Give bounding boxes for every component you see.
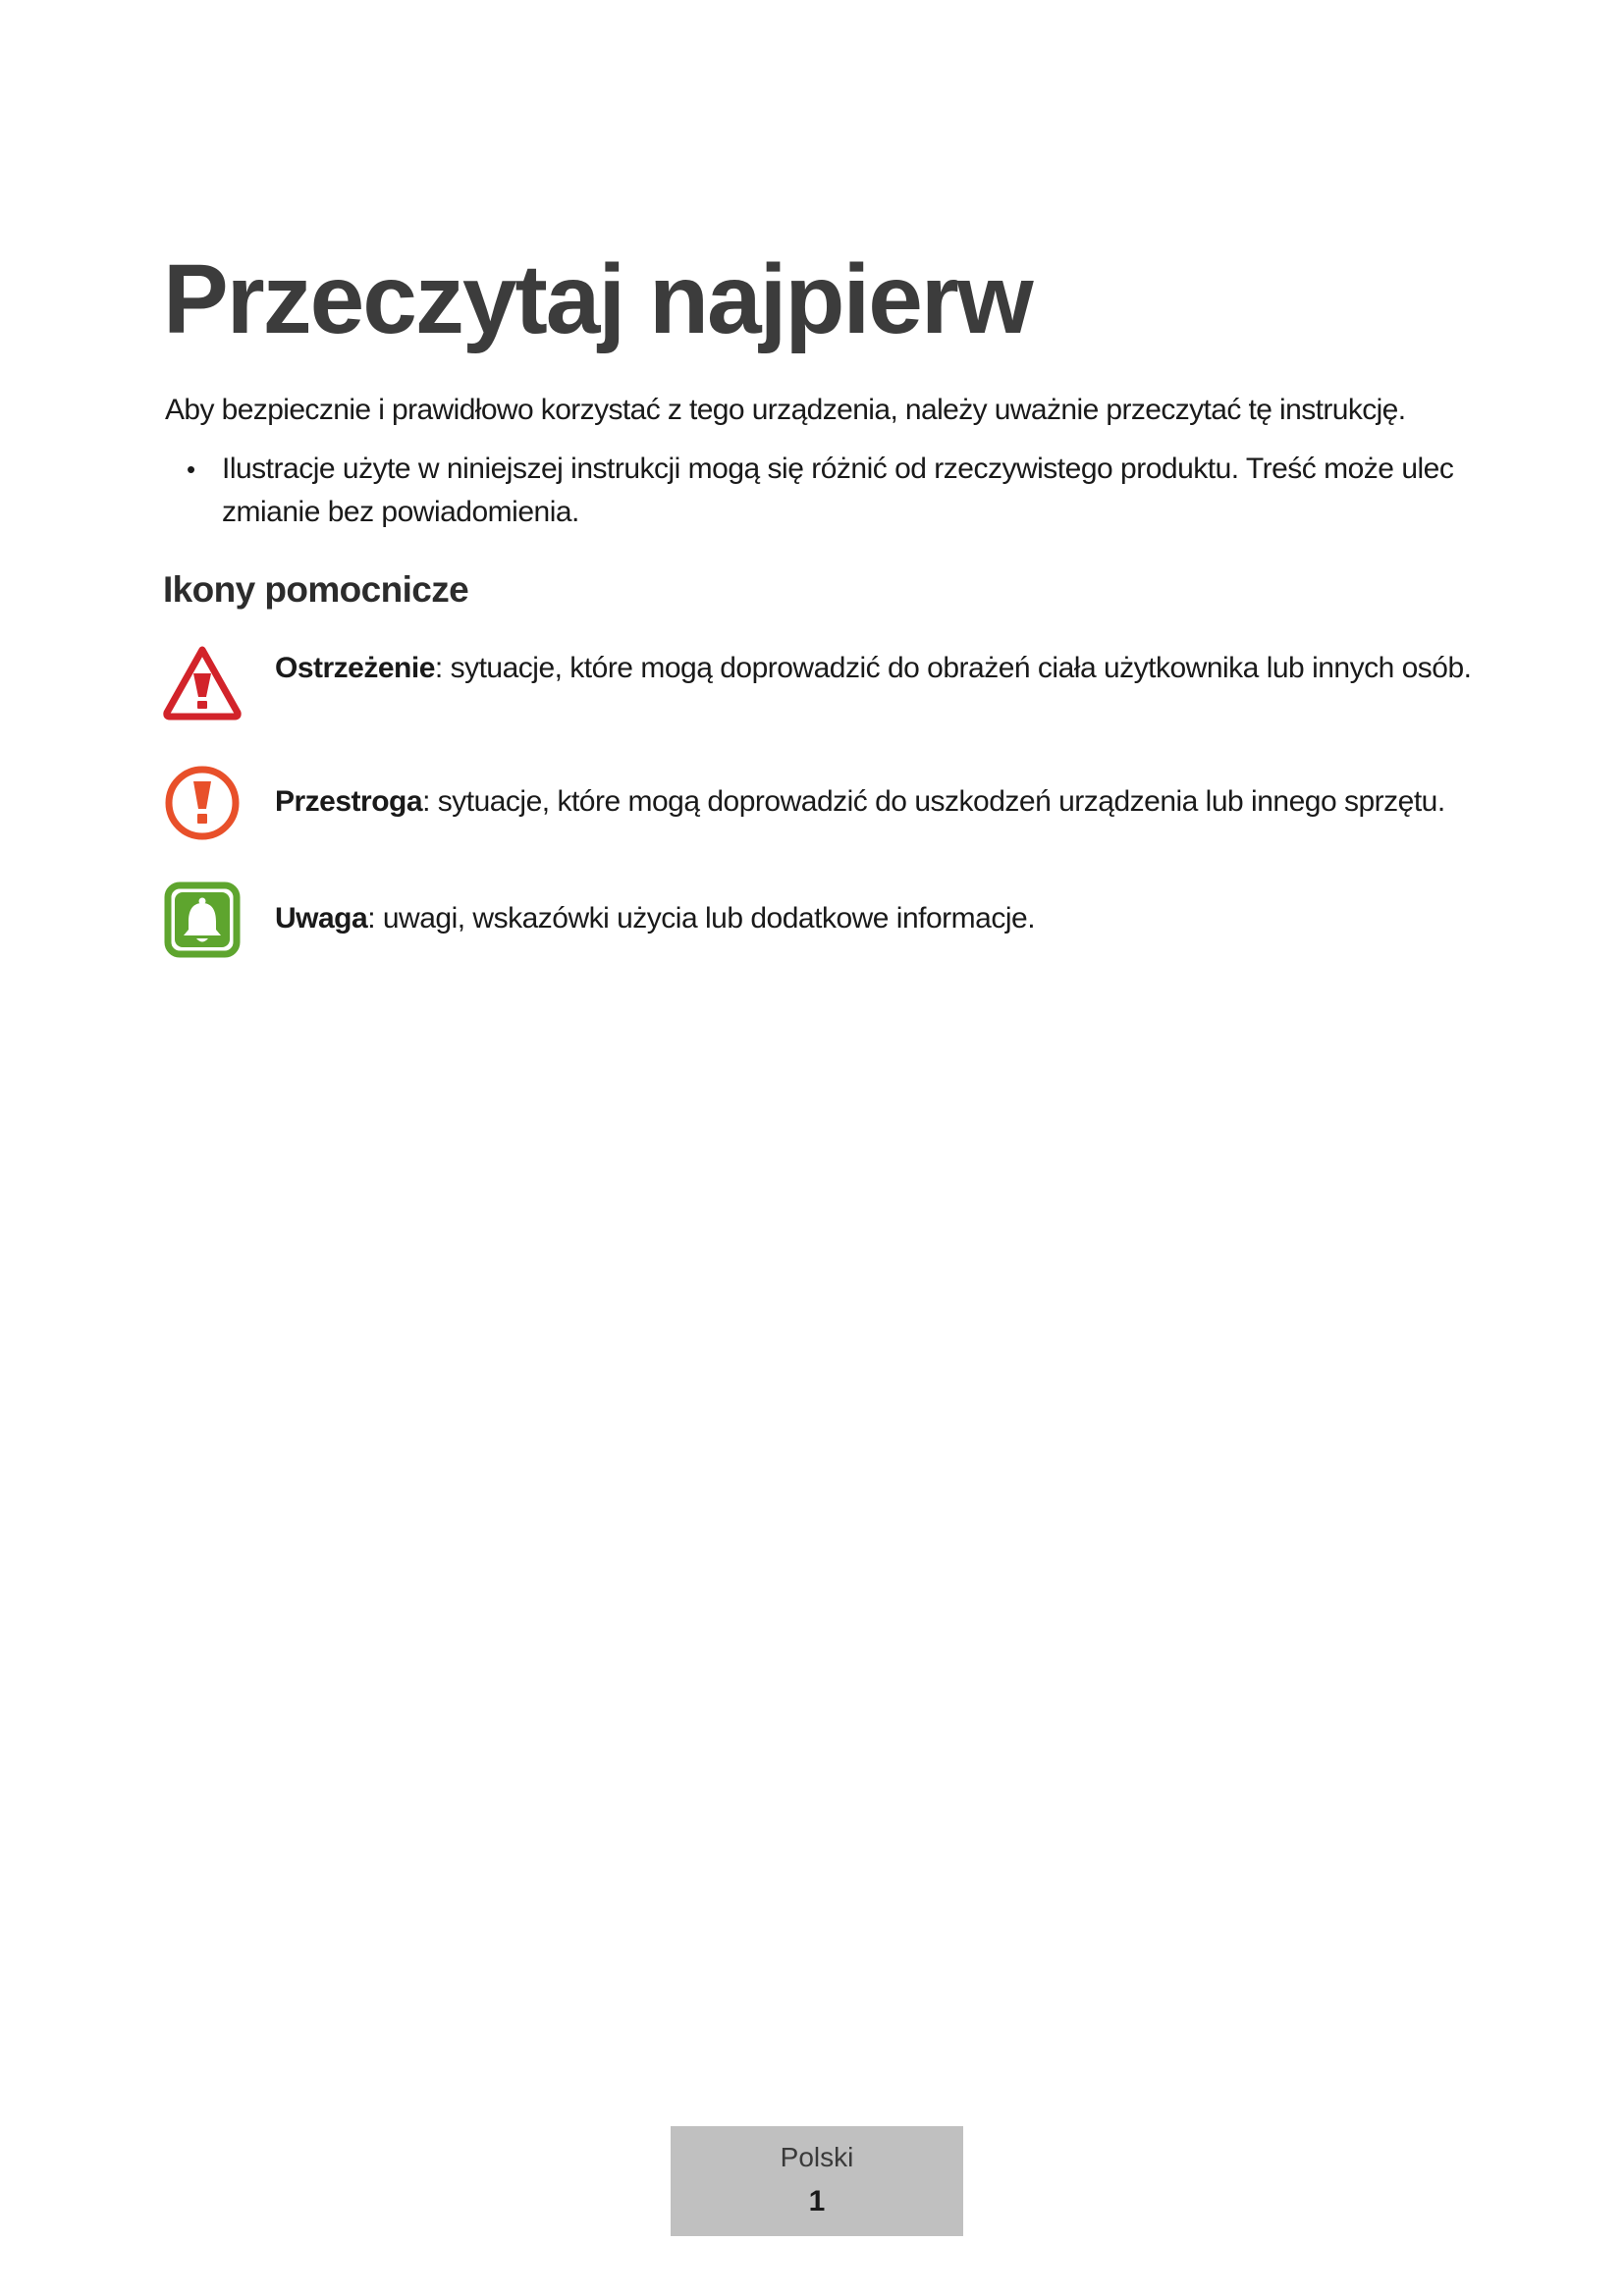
note-text: : uwagi, wskazówki użycia lub dodatkowe informacje.	[367, 902, 1036, 934]
caution-circle-icon	[163, 764, 242, 842]
caution-description	[275, 779, 1473, 825]
footer-language: Polski	[780, 2142, 854, 2172]
warning-triangle-icon	[163, 644, 242, 722]
bullet-text: Ilustracje użyte w niniejszej instrukcji mogą się różnić od rzeczywistego produktu. Treść może ulec zmianie bez powiadomienia.	[222, 453, 1454, 528]
note-description	[275, 896, 1473, 941]
caution-label: Przestroga	[275, 785, 423, 818]
note-bell-icon	[163, 881, 242, 959]
warning-description	[275, 646, 1473, 691]
intro-paragraph: Aby bezpiecznie i prawidłowo korzystać z tego urządzenia, należy uważnie przeczytać tę instrukcję.	[165, 394, 1406, 426]
note-label: Uwaga	[275, 902, 368, 934]
page-footer	[671, 2126, 963, 2236]
caution-text: : sytuacje, które mogą doprowadzić do uszkodzeń urządzenia lub innego sprzętu.	[422, 785, 1445, 818]
footer-page-number: 1	[808, 2185, 826, 2217]
warning-label: Ostrzeżenie	[275, 652, 435, 684]
section-heading: Ikony pomocnicze	[163, 569, 469, 610]
warning-text: : sytuacje, które mogą doprowadzić do obrażeń ciała użytkownika lub innych osób.	[434, 652, 1472, 684]
page-title: Przeczytaj najpierw	[163, 244, 1032, 354]
bullet-mark: •	[187, 454, 196, 484]
